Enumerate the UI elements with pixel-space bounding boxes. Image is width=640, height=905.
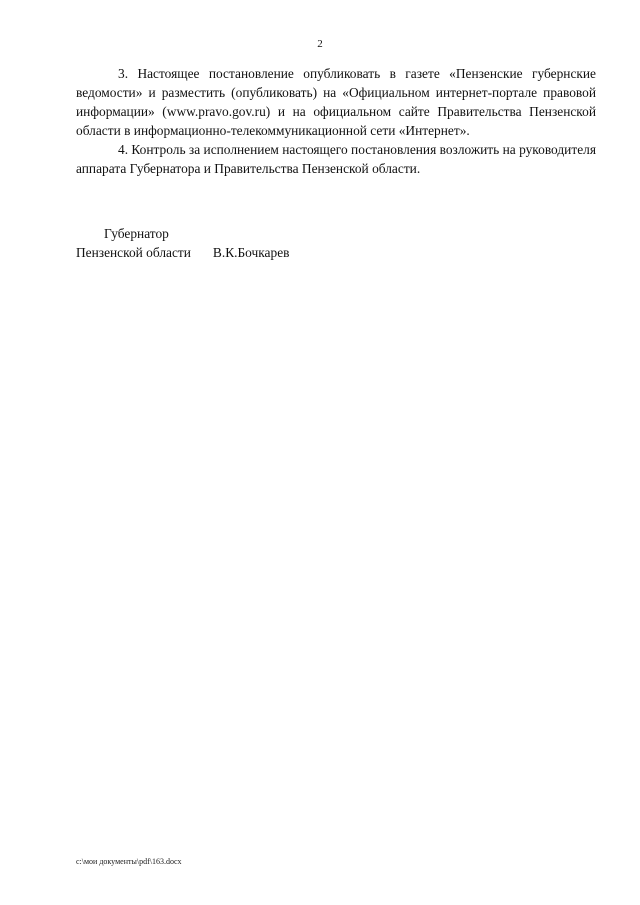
paragraph-4: 4. Контроль за исполнением настоящего постановления возложить на руководителя аппарата Губернатора и Правительства Пензенской области. [76,142,596,176]
page-number: 2 [317,38,323,50]
footer-file-path: c:\мои документы\pdf\163.docx [76,857,182,866]
signatory-region: Пензенской области [76,245,191,260]
paragraph-3: 3. Настоящее постановление опубликовать в газете «Пензенские губернские ведомости» и разместить (опубликовать) на «Официальном интернет-портале правовой информации» (www.pravo.gov.ru) и на официальном сайте Правительства Пензенской области в информационно-телекоммуникационной сети «Интернет». [76,66,596,138]
signatory-name: В.К.Бочкарев [212,245,290,260]
document-body [76,64,596,178]
signatory-line [76,243,476,262]
signature-block [76,224,476,262]
signatory-title: Губернатор [104,226,169,241]
